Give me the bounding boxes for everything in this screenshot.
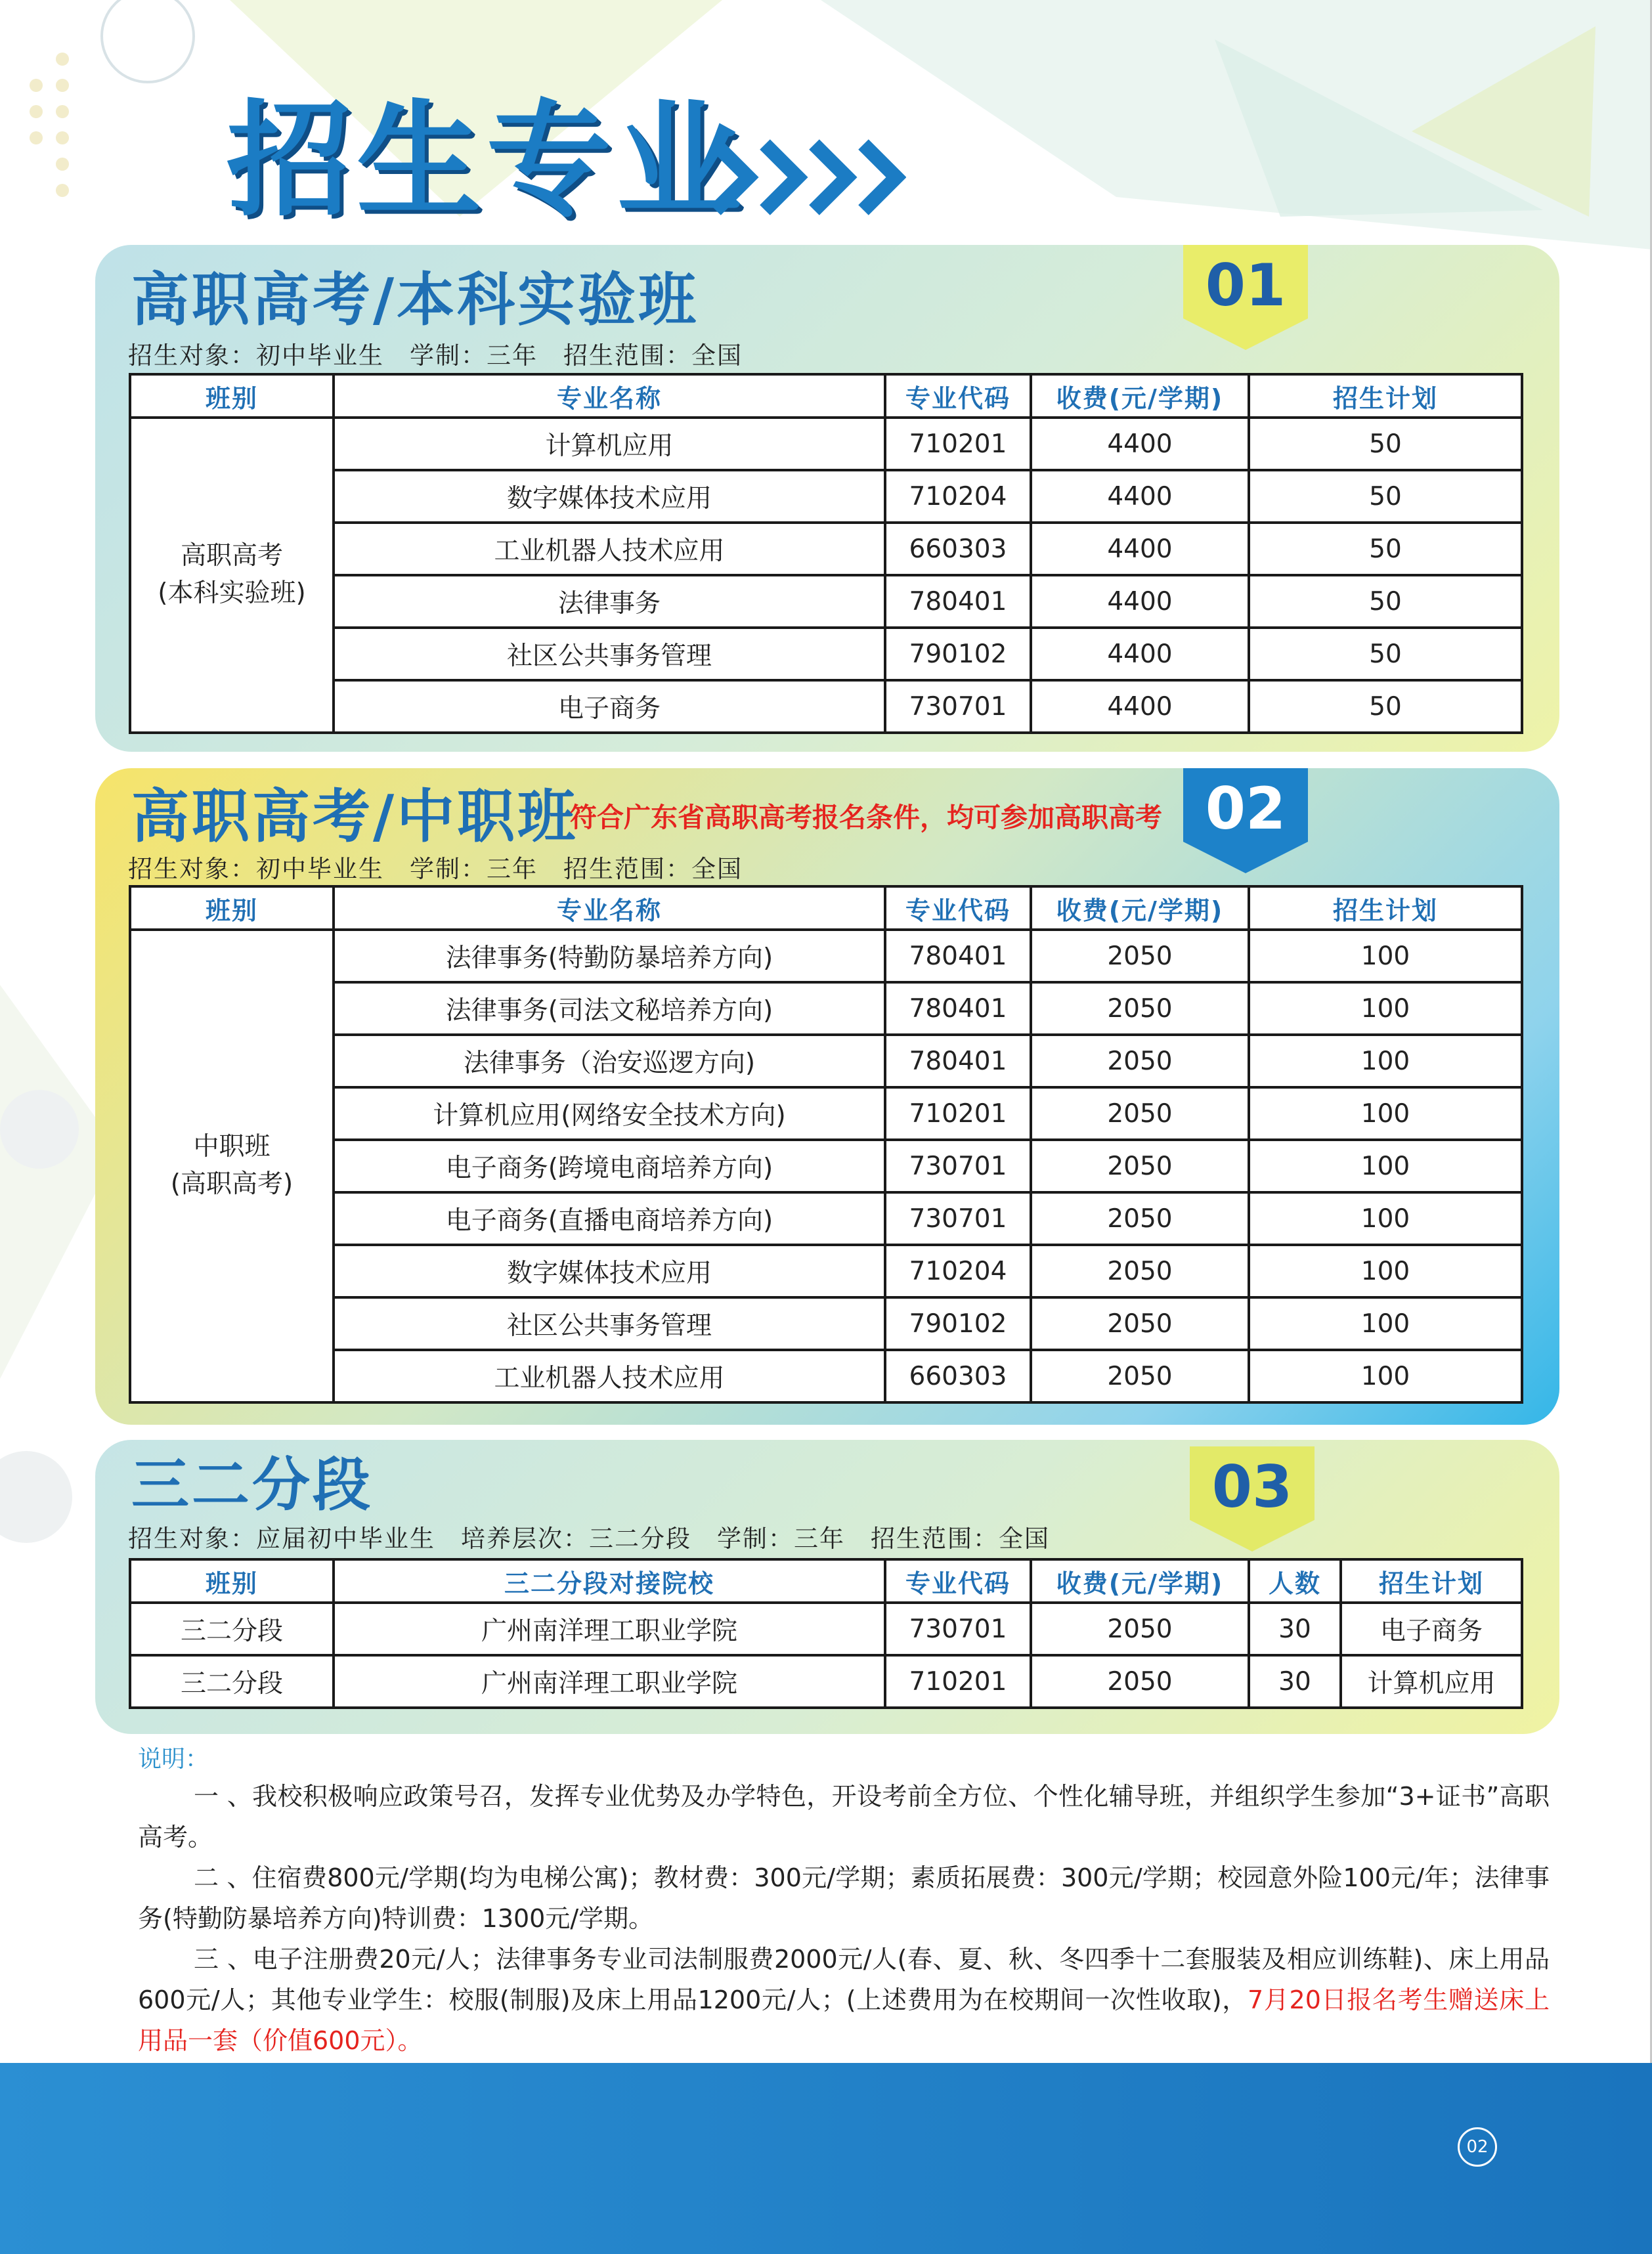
code-cell: 660303 — [885, 523, 1031, 575]
plan-cell: 100 — [1249, 930, 1522, 982]
major-cell: 法律事务(特勤防暴培养方向) — [334, 930, 885, 982]
table-row — [130, 1603, 1522, 1655]
plan-cell: 100 — [1249, 1035, 1522, 1087]
fee-cell: 4400 — [1031, 418, 1249, 470]
table-row — [130, 1192, 1522, 1245]
header-class: 班别 — [130, 1559, 334, 1603]
code-cell: 730701 — [885, 1603, 1031, 1655]
header-fee: 收费(元/学期) — [1031, 886, 1249, 930]
code-cell: 780401 — [885, 982, 1031, 1035]
major-cell: 计算机应用(网络安全技术方向) — [334, 1087, 885, 1140]
major-cell: 电子商务 — [334, 680, 885, 733]
plan-cell: 100 — [1249, 1350, 1522, 1402]
code-cell: 780401 — [885, 575, 1031, 628]
section-title: 高职高考/本科实验班 — [131, 266, 699, 334]
code-cell: 710201 — [885, 1655, 1031, 1708]
plan-cell: 50 — [1249, 470, 1522, 523]
table-row — [130, 1140, 1522, 1192]
major-cell: 工业机器人技术应用 — [334, 1350, 885, 1402]
section-badge — [1190, 1446, 1315, 1551]
count-cell: 30 — [1249, 1603, 1341, 1655]
code-cell: 660303 — [885, 1350, 1031, 1402]
chevron-arrows-icon — [709, 138, 906, 217]
code-cell: 790102 — [885, 1297, 1031, 1350]
joint-program-table — [129, 1558, 1523, 1709]
class-label-line: (高职高考) — [170, 1169, 293, 1199]
major-cell: 法律事务(司法文秘培养方向) — [334, 982, 885, 1035]
fee-cell: 2050 — [1031, 1140, 1249, 1192]
table-row — [130, 470, 1522, 523]
table-row — [130, 1350, 1522, 1402]
code-cell: 780401 — [885, 1035, 1031, 1087]
section-panel-2 — [95, 768, 1559, 1425]
fee-cell: 2050 — [1031, 1655, 1249, 1708]
count-cell: 30 — [1249, 1655, 1341, 1708]
table-row — [130, 982, 1522, 1035]
table-row — [130, 1297, 1522, 1350]
header-major: 专业名称 — [334, 374, 885, 418]
section-title: 高职高考/中职班 — [131, 783, 578, 850]
plan-cell: 100 — [1249, 1140, 1522, 1192]
code-cell: 730701 — [885, 680, 1031, 733]
badge-number: 02 — [1205, 775, 1286, 842]
table-row — [130, 628, 1522, 680]
major-cell: 数字媒体技术应用 — [334, 1245, 885, 1297]
header-major: 专业名称 — [334, 886, 885, 930]
badge-number: 01 — [1205, 251, 1286, 319]
plan-cell: 50 — [1249, 680, 1522, 733]
school-cell: 广州南洋理工职业学院 — [334, 1655, 885, 1708]
major-cell: 社区公共事务管理 — [334, 628, 885, 680]
code-cell: 730701 — [885, 1140, 1031, 1192]
major-cell: 法律事务 — [334, 575, 885, 628]
major-cell: 工业机器人技术应用 — [334, 523, 885, 575]
fee-cell: 2050 — [1031, 1087, 1249, 1140]
plan-cell: 100 — [1249, 1192, 1522, 1245]
note-item: 一 、我校积极响应政策号召，发挥专业优势及办学特色，开设考前全方位、个性化辅导班，并组织学生参加“3+证书”高职高考。 — [138, 1782, 1550, 1852]
plan-cell: 50 — [1249, 628, 1522, 680]
footer-band — [0, 2063, 1652, 2254]
header-code: 专业代码 — [885, 886, 1031, 930]
class-label-line: 高职高考 — [180, 541, 283, 571]
section-meta: 招生对象：应届初中毕业生 培养层次：三二分段 学制：三年 招生范围：全国 — [128, 1525, 1050, 1553]
code-cell: 710201 — [885, 1087, 1031, 1140]
section-note: 符合广东省高职高考报名条件，均可参加高职高考 — [570, 802, 1162, 833]
class-cell — [130, 418, 334, 733]
fee-cell: 2050 — [1031, 1297, 1249, 1350]
code-cell: 730701 — [885, 1192, 1031, 1245]
table-row — [130, 575, 1522, 628]
header-fee: 收费(元/学期) — [1031, 1559, 1249, 1603]
section-badge — [1183, 768, 1308, 873]
plan-cell: 电子商务 — [1341, 1603, 1522, 1655]
plan-cell: 50 — [1249, 523, 1522, 575]
table-row — [130, 1087, 1522, 1140]
header-code: 专业代码 — [885, 374, 1031, 418]
table-row — [130, 1245, 1522, 1297]
header-code: 专业代码 — [885, 1559, 1031, 1603]
note-item-text: 三 、电子注册费20元/人；法律事务专业司法制服费2000元/人(春、夏、秋、冬四季十二套服装及相应训练鞋)、床上用品600元/人；其他专业学生：校服(制服)及床上用品1200元/人；(上述费用为在校期间一次性收取)， — [138, 1945, 1550, 2014]
fee-cell: 4400 — [1031, 470, 1249, 523]
header-plan: 招生计划 — [1249, 886, 1522, 930]
major-cell: 数字媒体技术应用 — [334, 470, 885, 523]
fee-cell: 2050 — [1031, 1350, 1249, 1402]
fee-cell: 4400 — [1031, 680, 1249, 733]
plan-cell: 50 — [1249, 575, 1522, 628]
table-row — [130, 930, 1522, 982]
fee-cell: 2050 — [1031, 1192, 1249, 1245]
class-cell: 三二分段 — [130, 1603, 334, 1655]
major-cell: 法律事务（治安巡逻方向) — [334, 1035, 885, 1087]
plan-cell: 100 — [1249, 1245, 1522, 1297]
fee-cell: 2050 — [1031, 1603, 1249, 1655]
fee-cell: 2050 — [1031, 930, 1249, 982]
fee-cell: 2050 — [1031, 1245, 1249, 1297]
majors-table — [129, 885, 1523, 1404]
plan-cell: 50 — [1249, 418, 1522, 470]
code-cell: 710204 — [885, 470, 1031, 523]
note-highlight: 7月20日报名考生赠送床上用品一套（价值600元）。 — [138, 1985, 1550, 2055]
section-badge — [1183, 245, 1308, 350]
major-cell: 社区公共事务管理 — [334, 1297, 885, 1350]
class-cell: 三二分段 — [130, 1655, 334, 1708]
majors-table — [129, 373, 1523, 734]
header-school: 三二分段对接院校 — [334, 1559, 885, 1603]
plan-cell: 100 — [1249, 982, 1522, 1035]
plan-cell: 100 — [1249, 1297, 1522, 1350]
code-cell: 710204 — [885, 1245, 1031, 1297]
table-row — [130, 1035, 1522, 1087]
plan-cell: 100 — [1249, 1087, 1522, 1140]
section-meta: 招生对象：初中毕业生 学制：三年 招生范围：全国 — [128, 855, 743, 883]
fee-cell: 2050 — [1031, 1035, 1249, 1087]
code-cell: 790102 — [885, 628, 1031, 680]
class-label-line: 中职班 — [193, 1132, 271, 1162]
major-cell: 电子商务(跨境电商培养方向) — [334, 1140, 885, 1192]
fee-cell: 4400 — [1031, 575, 1249, 628]
section-panel-1 — [95, 245, 1559, 752]
school-cell: 广州南洋理工职业学院 — [334, 1603, 885, 1655]
fee-cell: 4400 — [1031, 628, 1249, 680]
major-cell: 电子商务(直播电商培养方向) — [334, 1192, 885, 1245]
header-plan: 招生计划 — [1249, 374, 1522, 418]
notes — [138, 1743, 1550, 2061]
section-meta: 招生对象：初中毕业生 学制：三年 招生范围：全国 — [128, 341, 743, 370]
table-header-row — [130, 374, 1522, 418]
note-item: 二 、住宿费800元/学期(均为电梯公寓)；教材费：300元/学期；素质拓展费：300元/学期；校园意外险100元/年；法律事务(特勤防暴培养方向)特训费：1300元/学期。 — [138, 1863, 1550, 1933]
code-cell: 710201 — [885, 418, 1031, 470]
header-plan: 招生计划 — [1341, 1559, 1522, 1603]
code-cell: 780401 — [885, 930, 1031, 982]
notes-heading: 说明： — [138, 1746, 209, 1773]
class-label-line: (本科实验班) — [158, 578, 306, 608]
section-panel-3 — [95, 1440, 1559, 1734]
plan-cell: 计算机应用 — [1341, 1655, 1522, 1708]
table-row — [130, 680, 1522, 733]
table-row — [130, 523, 1522, 575]
class-cell — [130, 930, 334, 1402]
page-title: 招生专业 — [227, 88, 747, 233]
section-title: 三二分段 — [131, 1451, 374, 1519]
major-cell: 计算机应用 — [334, 418, 885, 470]
table-row — [130, 1655, 1522, 1708]
page-number: 02 — [1458, 2127, 1497, 2167]
header-fee: 收费(元/学期) — [1031, 374, 1249, 418]
fee-cell: 4400 — [1031, 523, 1249, 575]
table-header-row — [130, 1559, 1522, 1603]
header-class: 班别 — [130, 374, 334, 418]
badge-number: 03 — [1211, 1453, 1293, 1521]
table-header-row — [130, 886, 1522, 930]
header-class: 班别 — [130, 886, 334, 930]
fee-cell: 2050 — [1031, 982, 1249, 1035]
note-item — [138, 1939, 1550, 2061]
header-count: 人数 — [1249, 1559, 1341, 1603]
table-row — [130, 418, 1522, 470]
